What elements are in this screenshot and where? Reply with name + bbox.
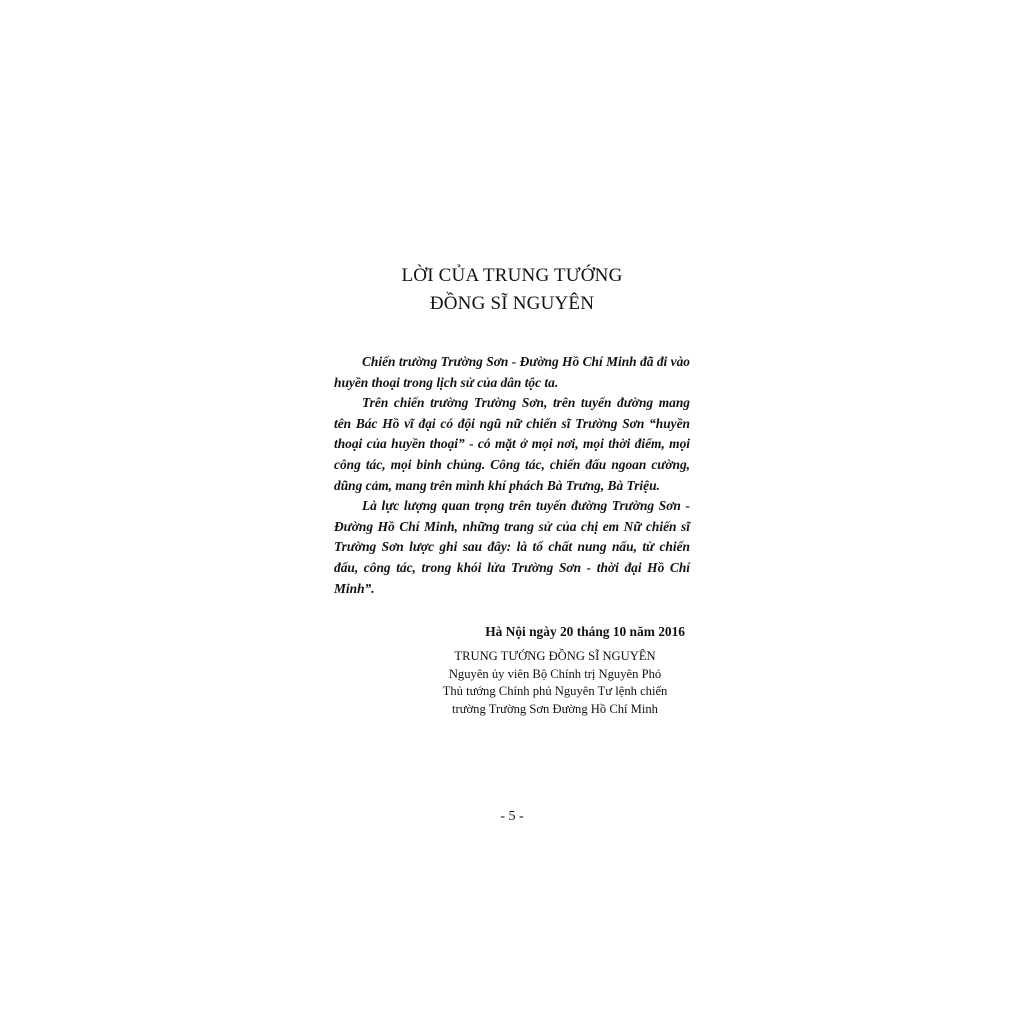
signature-role-line-1: Nguyên ủy viên Bộ Chính trị Nguyên Phó (448, 666, 662, 681)
signature-details (425, 648, 685, 718)
paragraph-1: Chiến trường Trường Sơn - Đường Hồ Chí Minh đã đi vào huyền thoại trong lịch sử của dân tộc ta. (334, 354, 690, 390)
title-line-2: ĐỒNG SĨ NGUYÊN (429, 293, 595, 314)
body-text (334, 352, 690, 599)
signature-block (380, 622, 685, 716)
signature-role-line-2: Thủ tướng Chính phủ Nguyên Tư lệnh chiến (442, 684, 668, 698)
paragraph-2: Trên chiến trường Trường Sơn, trên tuyến đường mang tên Bác Hồ vĩ đại có đội ngũ nữ chiến sĩ Trường Sơn “huyền thoại của huyền thoại” - có mặt ở mọi nơi, mọi thời điểm, mọi công tác, mọi binh chủng. Công tác, chiến đấu ngoan cường, dũng cảm, mang trên mình khí phách Bà Trưng, Bà Triệu. (334, 395, 690, 493)
title-line-1: LỜI CỦA TRUNG TƯỚNG (401, 265, 623, 286)
signature-name: TRUNG TƯỚNG ĐỒNG SĨ NGUYÊN (454, 649, 656, 663)
signature-date: Hà Nội ngày 20 tháng 10 năm 2016 (485, 624, 685, 639)
signature-role-line-3: trường Trường Sơn Đường Hồ Chí Minh (452, 701, 658, 716)
page-title (0, 262, 1024, 318)
page-number: - 5 - (500, 809, 524, 824)
paragraph-3: Là lực lượng quan trọng trên tuyến đường Trường Sơn - Đường Hồ Chí Minh, những trang sử của chị em Nữ chiến sĩ Trường Sơn lược ghi sau đây: là tố chất nung nấu, từ chiến đấu, công tác, trong khói lửa Trường Sơn - thời đại Hồ Chí Minh”. (334, 498, 690, 596)
